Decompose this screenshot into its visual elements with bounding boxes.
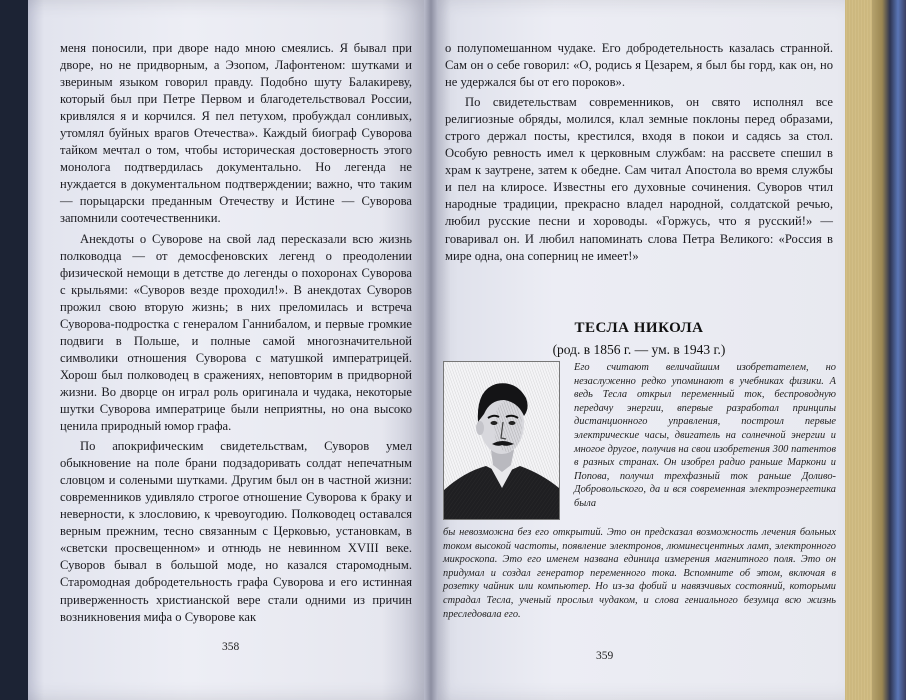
right-page-text <box>445 40 833 265</box>
page-number-left: 358 <box>222 641 240 653</box>
section-subtitle: (род. в 1856 г. — ум. в 1943 г.) <box>552 342 726 357</box>
portrait-engraving-icon <box>444 362 559 519</box>
background-edge <box>866 0 906 700</box>
portrait-caption-continued: бы невозможна без его открытий. Это он предсказал возможность лечения больных током высокой частоты, появление электронов, люминесцентных ламп, электронного микроскопа. Это его именем названа единица измерения магнитного поля. Это он придумал и создал генератор переменного тока. Вспомните об этом, включая в розетку чайник или компьютер. Но из-за фобий и навязчивых состояний, которыми страдал Тесла, ученый прослыл чудаком, и слова гениального безумца всю жизнь преследовала его. <box>443 527 836 620</box>
book-gutter <box>424 0 438 700</box>
paragraph: Анекдоты о Суворове на свой лад пересказали всю жизнь полководца — от демосфеновских легенд о преодолении физической немощи в детстве до легенды о похоронах Суворова с крыльями: «Суворов везде проходил!». В анекдотах Суворов прожил свою вторую жизнь; в них преломилась и встреча Суворова-подростка с генералом Ганнибалом, и первые громкие подвиги в Польше, и полные самой многозначительной символики отношения Суворова с матушкой императрицей. Хорош был полководец в сражениях, неповторим в придворной жизни. Во дворце он играл роль оригинала и чудака, некоторые шутки Суворова императрице были неприятны, но она высоко ценила природный юмор графа. <box>60 231 412 434</box>
left-page-text <box>60 40 412 626</box>
page-edges <box>845 0 872 700</box>
section-title: ТЕСЛА НИКОЛА <box>574 320 704 336</box>
page-number-right: 359 <box>596 650 614 662</box>
paragraph: о полупомешанном чудаке. Его добродетельность казалась странной. Сам он о себе говорил: «О, родись я Цезарем, я был бы горд, как он, но не удержался бы от его пороков». <box>445 41 833 90</box>
paragraph: По апокрифическим свидетельствам, Суворов умел обыкновение на поле брани подзадоривать солдат непечатным словцом и солеными шутками. Другим был он в частной жизни: современников удивляло строгое отношение Суворова к браку и неверности, к злословию, к чревоугодию. Полководец оставался верным прежним, тесно связанным с Церковью, установкам, в «светски просвещенном» и отнюдь не невинном XVIII веке. Суворов бывал в большой моде, но казался старомодным. Старомодная добродетельность графа Суворова и его истинная приверженность христианской вере стали одними из причин возникновения мифа о Суворове как <box>60 439 412 624</box>
portrait-caption-side: Его считают величайшим изобретателем, но незаслуженно редко упоминают в учебниках физики. А ведь Тесла открыл переменный ток, беспроводную передачу энергии, впервые разработал принципы дистанционного управления, построил первые электрические часы, двигатель на солнечной энергии и многое другое, получив на свои изобретения 300 патентов в разных странах. Он изобрел радио раньше Маркони и Попова, получил трехфазный ток раньше Доливо-Добровольского, да и вся современная электроэнергетика была <box>574 362 836 509</box>
paragraph: меня поносили, при дворе надо мною смеялись. Я бывал при дворе, но не придворным, а Эзопом, Лафонтеном: шутками и звериным языком говорил правду. Подобно шуту Балакиреву, который был при Петре Первом и благодетельствовал России, кривлялся я и корчился. Я пел петухом, пробуждал сонливых, утомлял буйных врагов Отечества». Каждый биограф Суворова тайком мечтал о том, чтобы историческая достоверность этого монолога подтвердилась документально. Но легенда не нуждается в документальном подтверждении; важно, что таким — порыцарски преданным Отечеству и Истине — Суворова запомнили соотечественники. <box>60 41 412 226</box>
paragraph: По свидетельствам современников, он свято исполнял все религиозные обряды, молился, клал земные поклоны перед образами, строго держал посты, крестился, входя в покои и садясь за стол. Особую ревность имел к церковным службам: на рассвете спешил в храм к заутрене, затем к обедне. Сам читал Апостола во время службы и пел на клиросе. Известны его духовные сочинения. Суворов чтил народные традиции, прекрасно владел народной, солдатской речью, любил русские песни и хороводы. «Горжусь, что я русский!» — говаривал он. И любил напоминать слова Петра Великого: «Россия в мире одна, она соперниц не имеет!» <box>445 95 833 263</box>
portrait-image <box>443 361 560 520</box>
